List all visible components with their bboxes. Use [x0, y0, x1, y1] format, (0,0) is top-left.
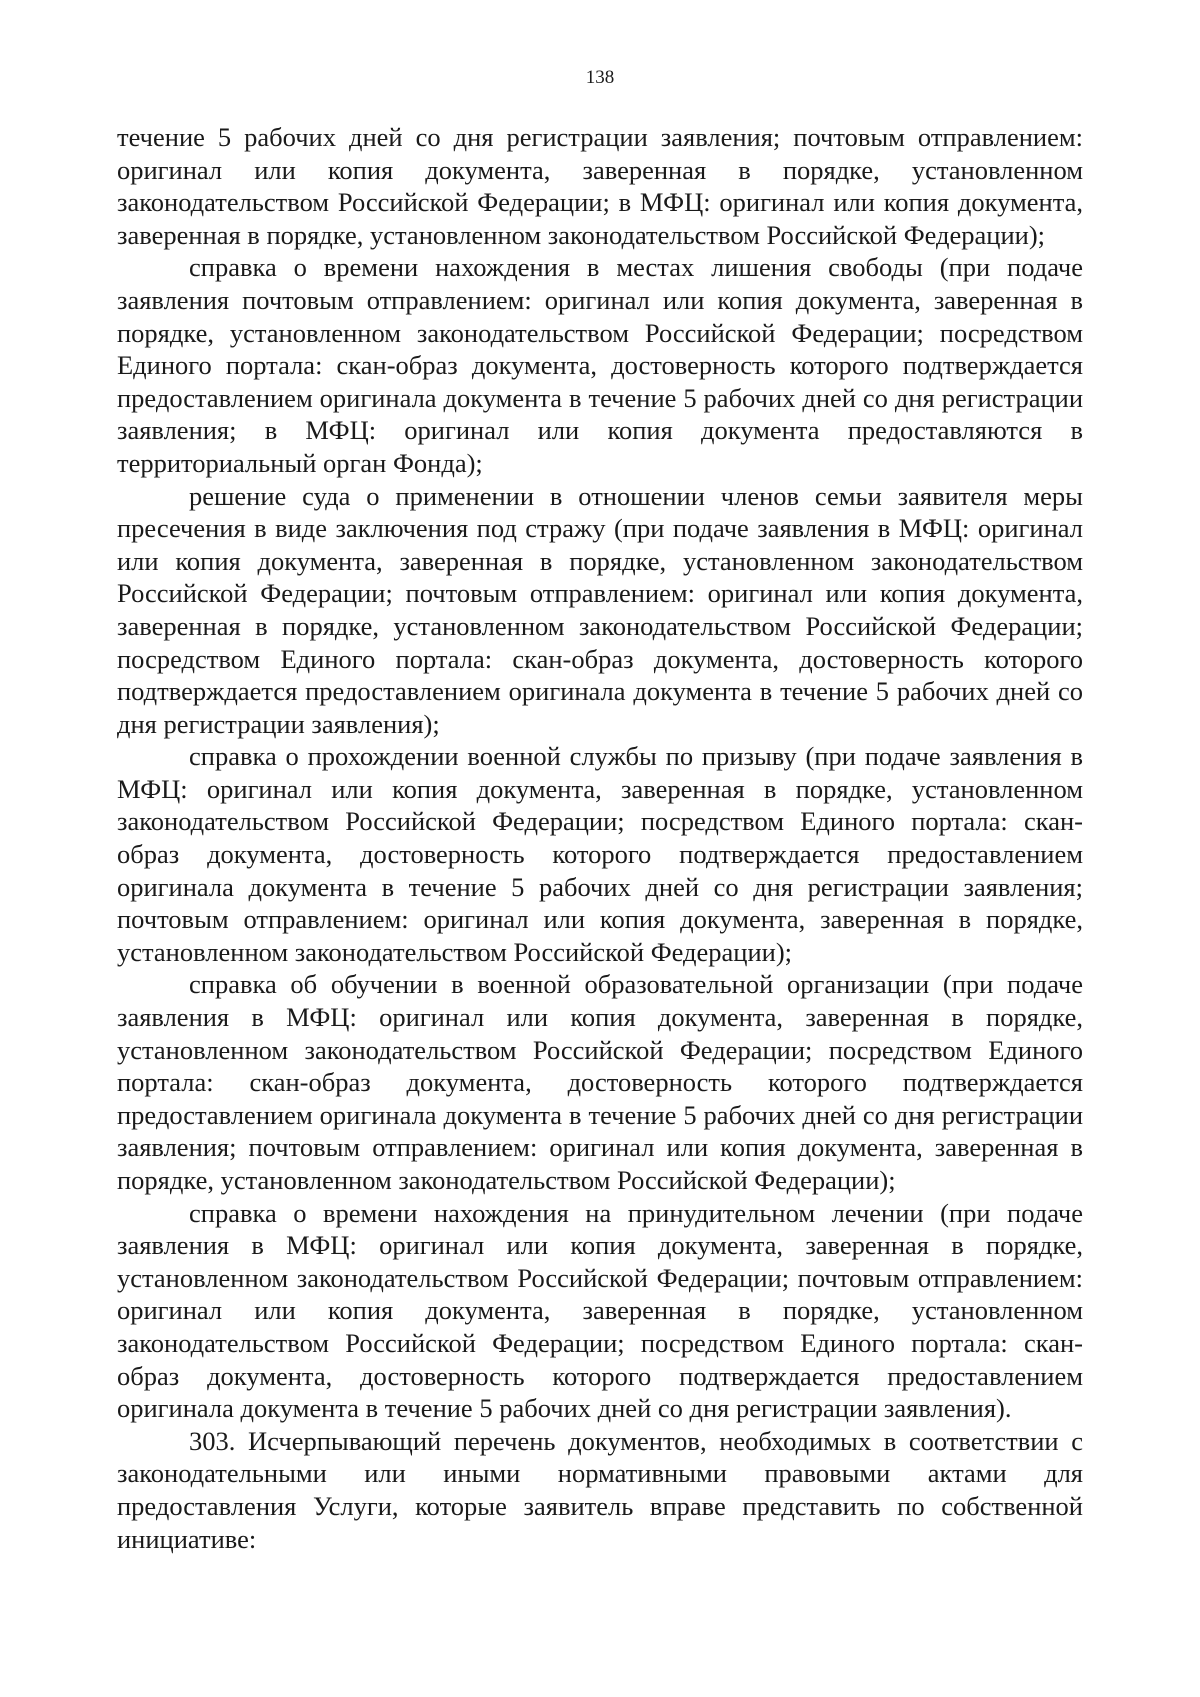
page-number: 138 — [585, 67, 615, 88]
paragraph-continuation: течение 5 рабочих дней со дня регистрации заявления; почтовым отправлением: оригинал или копия документа, заверенная в порядке, установленном законодательством Российской Федерации; в МФЦ: оригинал или копия документа, заверенная в порядке, установленном законодательством Российской Федерации); — [117, 122, 1083, 250]
paragraph-item-303: 303. Исчерпывающий перечень документов, необходимых в соответствии с законодательными или иными нормативными правовыми актами для предоставления Услуги, которые заявитель вправе представить по собственной инициативе: — [117, 1425, 1083, 1554]
paragraph-military-education: справка об обучении в военной образовательной организации (при подаче заявления в МФЦ: оригинал или копия документа, заверенная в порядке, установленном законодательством Российской Федерации; посредством Единого портала: скан-образ документа, достоверность которого подтверждается предоставлением оригинала документа в течение 5 рабочих дней со дня регистрации заявления; почтовым отправлением: оригинал или копия документа, заверенная в порядке, установленном законодательством Российской Федерации); — [117, 969, 1083, 1195]
paragraph-court-decision: решение суда о применении в отношении членов семьи заявителя меры пресечения в виде заключения под стражу (при подаче заявления в МФЦ: оригинал или копия документа, заверенная в порядке, установленном законодательством Российской Федерации; почтовым отправлением: оригинал или копия документа, заверенная в порядке, установленном законодательством Российской Федерации; посредством Единого портала: скан-образ документа, достоверность которого подтверждается предоставлением оригинала документа в течение 5 рабочих дней со дня регистрации заявления); — [117, 480, 1083, 739]
paragraph-compulsory-treatment: справка о времени нахождения на принудительном лечении (при подаче заявления в МФЦ: оригинал или копия документа, заверенная в порядке, установленном законодательством Российской Федерации; почтовым отправлением: оригинал или копия документа, заверенная в порядке, установленном законодательством Российской Федерации; посредством Единого портала: скан-образ документа, достоверность которого подтверждается предоставлением оригинала документа в течение 5 рабочих дней со дня регистрации заявления). — [117, 1197, 1083, 1424]
document-body — [117, 121, 1083, 1555]
paragraph-military-service: справка о прохождении военной службы по призыву (при подаче заявления в МФЦ: оригинал или копия документа, заверенная в порядке, установленном законодательством Российской Федерации; посредством Единого портала: скан-образ документа, достоверность которого подтверждается предоставлением оригинала документа в течение 5 рабочих дней со дня регистрации заявления; почтовым отправлением: оригинал или копия документа, заверенная в порядке, установленном законодательством Российской Федерации); — [117, 741, 1083, 967]
paragraph-certificate-imprisonment: справка о времени нахождения в местах лишения свободы (при подаче заявления почтовым отправлением: оригинал или копия документа, заверенная в порядке, установленном законодательством Российской Федерации; посредством Единого портала: скан-образ документа, достоверность которого подтверждается предоставлением оригинала документа в течение 5 рабочих дней со дня регистрации заявления; в МФЦ: оригинал или копия документа предоставляются в территориальный орган Фонда); — [117, 252, 1083, 478]
